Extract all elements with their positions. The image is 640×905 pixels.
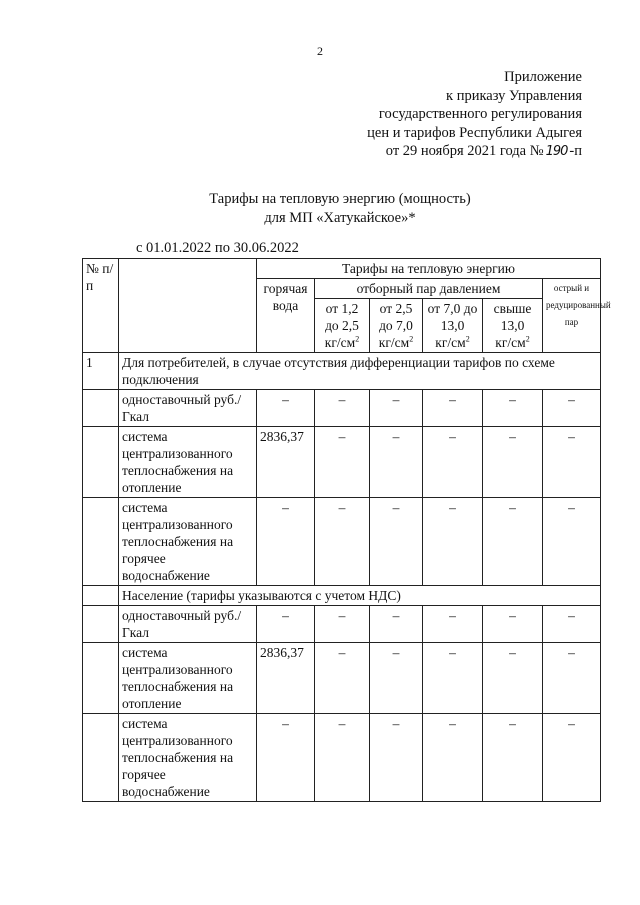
row-label: система централизованного теплоснабжения на горячее водоснабжение — [119, 498, 257, 586]
table-cell: – — [315, 714, 370, 802]
page-number: 2 — [317, 44, 323, 58]
pressure-unit-sup: 2 — [465, 334, 470, 344]
table-cell-value: 2836,37 — [257, 643, 315, 714]
title-line: для МП «Хатукайское»* — [264, 209, 416, 226]
table-cell: – — [315, 643, 370, 714]
table-cell-value: 2836,37 — [257, 427, 315, 498]
table-cell: – — [483, 714, 543, 802]
table-cell: – — [257, 390, 315, 427]
table-cell: – — [423, 606, 483, 643]
header-cell-empty — [119, 259, 257, 353]
table-cell: – — [543, 643, 601, 714]
table-row — [83, 606, 601, 643]
table-cell: – — [483, 498, 543, 586]
table-row — [83, 498, 601, 586]
pressure-unit: кг/см — [378, 335, 410, 350]
table-cell: – — [543, 427, 601, 498]
pressure-range: свыше 13,0 — [493, 301, 532, 333]
validity-period: с 01.01.2022 по 30.06.2022 — [136, 240, 299, 256]
pressure-range: от 1,2 до 2,5 — [325, 301, 359, 333]
row-label: одноставочный руб./Гкал — [119, 390, 257, 427]
table-cell: – — [483, 643, 543, 714]
title-line: Тарифы на тепловую энергию (мощность) — [209, 191, 471, 207]
table-cell: – — [257, 714, 315, 802]
table-cell: – — [423, 643, 483, 714]
table-cell: – — [423, 390, 483, 427]
table-cell: – — [543, 606, 601, 643]
table-cell: – — [315, 427, 370, 498]
row-label: система централизованного теплоснабжения на отопление — [119, 427, 257, 498]
appendix-line: к приказу Управления — [446, 87, 582, 104]
table-row — [83, 714, 601, 802]
table-row — [83, 643, 601, 714]
header-cell-pressure — [315, 299, 370, 353]
row-number-empty — [83, 643, 119, 714]
appendix-header — [367, 68, 582, 162]
table-row — [83, 390, 601, 427]
table-cell: – — [423, 498, 483, 586]
table-cell: – — [257, 606, 315, 643]
appendix-line: государственного регулирования — [378, 106, 582, 122]
header-cell-number: № п/п — [83, 259, 119, 353]
table-cell: – — [257, 498, 315, 586]
appendix-line: цен и тарифов Республики Адыгея — [367, 124, 582, 141]
pressure-unit: кг/см — [435, 335, 466, 350]
header-cell-steam: отборный пар давлением — [315, 279, 543, 299]
table-row — [83, 586, 601, 606]
header-cell-sharp-steam: острый и редуцированный пар — [543, 279, 601, 353]
order-suffix: -п — [569, 143, 582, 159]
table-cell: – — [483, 390, 543, 427]
header-cell-pressure — [423, 299, 483, 353]
table-cell: – — [370, 390, 423, 427]
section-title: Население (тарифы указываются с учетом НДС) — [119, 586, 601, 606]
table-cell: – — [370, 714, 423, 802]
table-cell: – — [423, 714, 483, 802]
row-number-empty — [83, 390, 119, 427]
pressure-unit: кг/см — [324, 335, 356, 350]
header-cell-pressure — [483, 299, 543, 353]
table-cell: – — [483, 606, 543, 643]
row-number: 1 — [83, 353, 119, 390]
pressure-unit-sup: 2 — [409, 334, 414, 344]
row-label: одноставочный руб./Гкал — [119, 606, 257, 643]
table-cell: – — [543, 714, 601, 802]
pressure-unit-sup: 2 — [355, 334, 360, 344]
table-cell: – — [315, 498, 370, 586]
row-label: система централизованного теплоснабжения на горячее водоснабжение — [119, 714, 257, 802]
pressure-unit: кг/см — [495, 335, 526, 350]
header-cell-hot-water: горячая вода — [257, 279, 315, 353]
document-title — [150, 190, 530, 227]
table-cell: – — [370, 498, 423, 586]
table-cell: – — [423, 427, 483, 498]
section-title: Для потребителей, в случае отсутствия дифференциации тарифов по схеме подключения — [119, 353, 601, 390]
table-row — [83, 427, 601, 498]
row-number-empty — [83, 606, 119, 643]
header-cell-tariffs: Тарифы на тепловую энергию — [257, 259, 601, 279]
header-cell-pressure — [370, 299, 423, 353]
table-row — [83, 353, 601, 390]
row-number-empty — [83, 586, 119, 606]
appendix-line: Приложение — [504, 69, 582, 85]
table-cell: – — [543, 498, 601, 586]
row-number-empty — [83, 498, 119, 586]
pressure-range: от 2,5 до 7,0 — [379, 301, 413, 333]
tariff-table — [82, 258, 611, 802]
table-cell: – — [315, 390, 370, 427]
table-cell: – — [315, 606, 370, 643]
order-number: 190 — [545, 144, 568, 159]
row-label: система централизованного теплоснабжения на отопление — [119, 643, 257, 714]
table-header-row — [83, 259, 601, 279]
table-cell: – — [370, 427, 423, 498]
table-cell: – — [370, 606, 423, 643]
table-cell: – — [370, 643, 423, 714]
row-number-empty — [83, 714, 119, 802]
row-number-empty — [83, 427, 119, 498]
table-cell: – — [483, 427, 543, 498]
order-date: от 29 ноября 2021 года № — [385, 143, 544, 159]
pressure-unit-sup: 2 — [525, 334, 530, 344]
appendix-line — [367, 142, 582, 162]
table-cell: – — [543, 390, 601, 427]
pressure-range: от 7,0 до 13,0 — [427, 301, 478, 333]
